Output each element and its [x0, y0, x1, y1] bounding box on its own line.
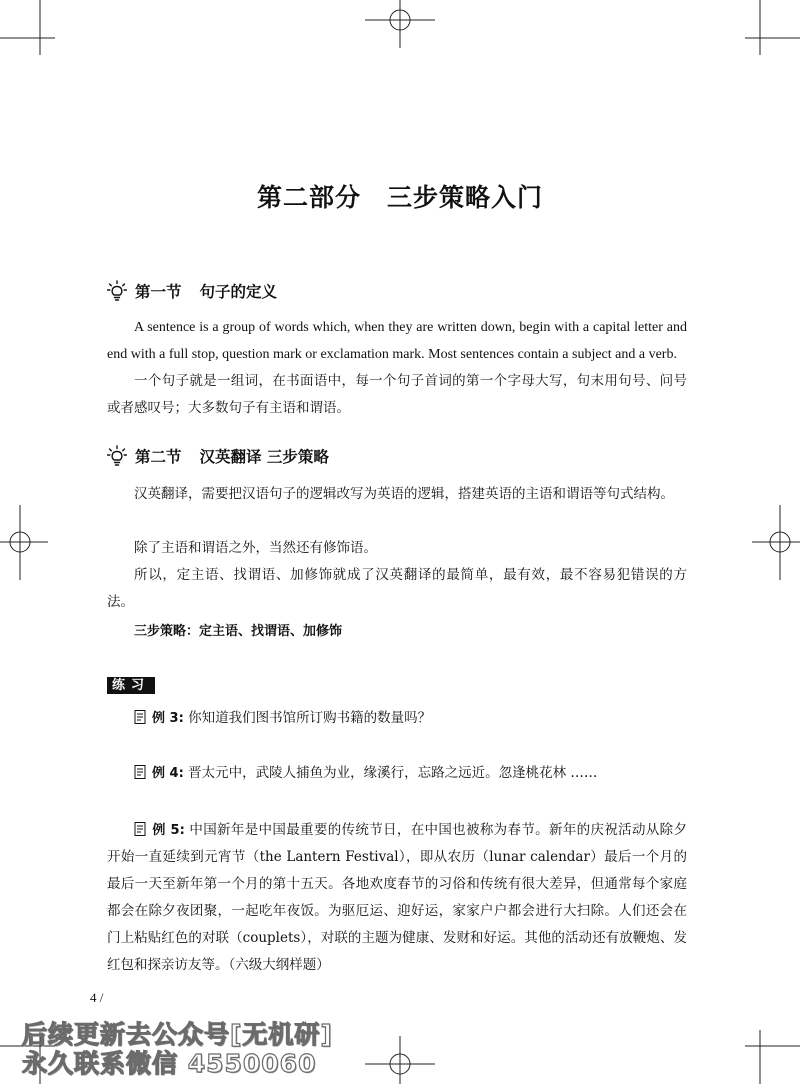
- example-5: [107, 817, 687, 979]
- watermark-line-1: 后续更新去公众号[无机研]: [22, 1020, 333, 1049]
- lightbulb-icon: [107, 445, 127, 467]
- section-heading-1: [107, 280, 277, 302]
- section-number: 第二节: [135, 448, 182, 466]
- document-icon: [134, 765, 147, 779]
- document-icon: [134, 822, 147, 836]
- example-label: 例 4:: [152, 766, 184, 781]
- example-label: 例 5:: [152, 823, 185, 838]
- example-label: 例 3:: [152, 711, 184, 726]
- strategy-summary: 三步策略：定主语、找谓语、加修饰: [134, 624, 343, 639]
- example-text: 中国新年是中国最重要的传统节日，在中国也被称为春节。新年的庆祝活动从除夕开始一直延续到元宵节（the Lantern Festival），即从农历（lunar calendar）最后一个月的最后一天至新年第一个月的第十五天。各地欢度春节的习俗和传统有很大差异，但通常每个家庭都会在除夕夜团聚，一起吃年夜饭。为驱厄运、迎好运，家家户户都会进行大扫除。人们还会在门上粘贴红色的对联（couplets），对联的主题为健康、发财和好运。其他的活动还有放鞭炮、发红包和探亲访友等。（六级大纲样题）: [107, 822, 687, 973]
- lightbulb-icon: [107, 280, 127, 302]
- paragraph-english-definition: A sentence is a group of words which, when they are written down, begin with a capital letter and end with a full stop, question mark or exclamation mark. Most sentences contain a subject and a verb.: [107, 320, 687, 362]
- page-number: 4 /: [90, 990, 104, 1005]
- watermark-line-2: 永久联系微信 4550060: [22, 1049, 317, 1078]
- paragraph-chinese-definition: 一个句子就是一组词，在书面语中，每一个句子首词的第一个字母大写，句末用句号、问号或者感叹号；大多数句子有主语和谓语。: [107, 373, 687, 416]
- paragraph-translation-intro: 汉英翻译，需要把汉语句子的逻辑改写为英语的逻辑，搭建英语的主语和谓语等句式结构。: [134, 486, 674, 502]
- section-title: 句子的定义: [199, 283, 278, 301]
- document-icon: [134, 710, 147, 724]
- section-number: 第一节: [135, 283, 182, 301]
- practice-badge: 练习: [107, 677, 155, 694]
- paragraph-modifiers: 除了主语和谓语之外，当然还有修饰语。: [134, 540, 377, 556]
- example-text: 晋太元中，武陵人捕鱼为业，缘溪行，忘路之远近。忽逢桃花林 ……: [188, 765, 598, 781]
- section-title: 汉英翻译 三步策略: [199, 448, 329, 466]
- paragraph-method: 所以，定主语、找谓语、加修饰就成了汉英翻译的最简单，最有效，最不容易犯错误的方法。: [107, 567, 687, 610]
- example-4: [107, 760, 687, 787]
- section-heading-2: [107, 445, 329, 467]
- example-3: [107, 705, 687, 732]
- page-title: 第二部分 三步策略入门: [256, 183, 543, 212]
- example-text: 你知道我们图书馆所订购书籍的数量吗？: [188, 710, 432, 726]
